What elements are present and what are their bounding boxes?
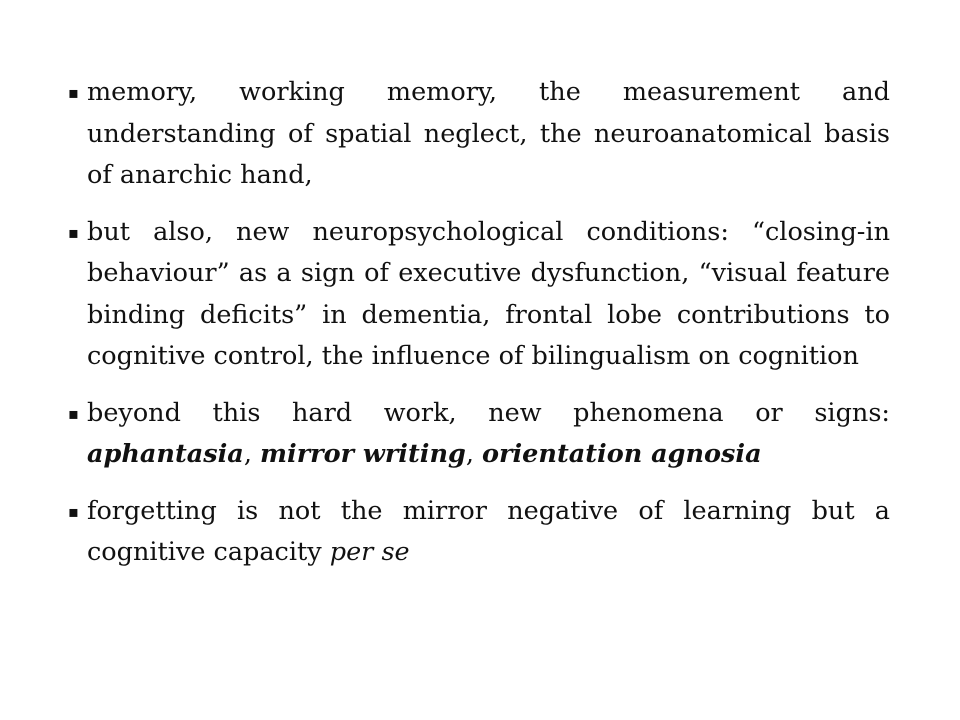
bullet-text-3 xyxy=(87,398,890,470)
bullet-text-4 xyxy=(87,496,890,568)
square-bullet-icon: ▪ xyxy=(68,222,79,242)
bullet-lead-text: beyond this hard work, new phenomena or signs: xyxy=(87,397,890,428)
term-separator: , xyxy=(465,439,483,469)
bullet-text-1: memory, working memory, the measurement and understanding of spatial neglect, the neuroanatomical basis of anarchic hand, xyxy=(87,77,890,190)
bullet-item-2 xyxy=(66,212,890,378)
square-bullet-icon: ▪ xyxy=(68,403,79,423)
term-mirror-writing: mirror writing xyxy=(260,439,466,469)
bullet-item-1 xyxy=(66,72,890,197)
term-aphantasia: aphantasia xyxy=(87,439,244,469)
square-bullet-icon: ▪ xyxy=(68,83,79,102)
term-per-se: per se xyxy=(329,537,410,567)
bullet-item-4 xyxy=(66,491,890,574)
term-separator: , xyxy=(243,439,261,469)
bullet-lead-text: forgetting is not the mirror negative of learning but a cognitive capacity xyxy=(87,495,890,567)
bullet-list xyxy=(66,72,890,589)
square-bullet-icon: ▪ xyxy=(68,501,79,521)
term-orientation-agnosia: orientation agnosia xyxy=(482,439,762,469)
bullet-text-2: but also, new neuropsychological conditions: “closing-in behaviour” as a sign of executive dysfunction, “visual feature binding deficits” in dementia, frontal lobe contributions to cognitive control, the influence of bilingualism on cognition xyxy=(87,216,890,371)
bullet-item-3 xyxy=(66,393,890,476)
